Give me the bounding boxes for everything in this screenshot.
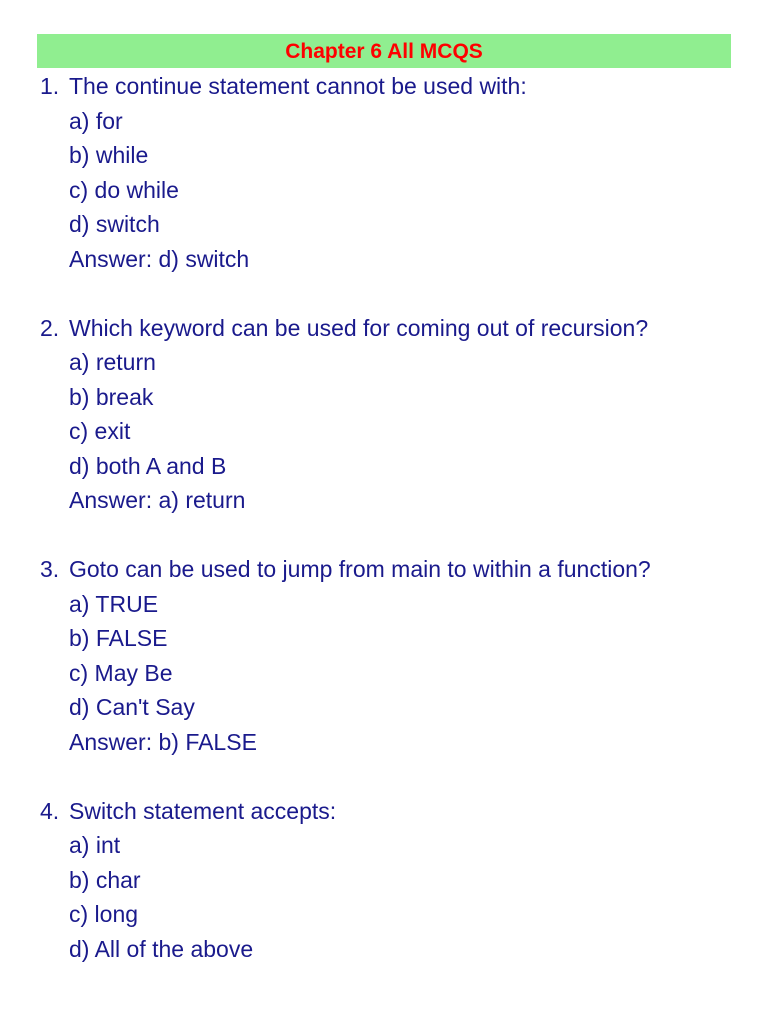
question-text — [40, 311, 760, 346]
option-b: b) char — [69, 866, 141, 893]
option-d: d) both A and B — [69, 452, 227, 479]
mcq-list — [40, 69, 760, 966]
question-number: 2. — [40, 314, 60, 341]
question-stem: Switch statement accepts: — [69, 797, 337, 824]
option-d: d) Can't Say — [69, 694, 195, 720]
answer-line: Answer: a) return — [69, 487, 246, 513]
option-d: d) All of the above — [69, 935, 254, 962]
option-a: a) return — [69, 349, 156, 375]
question-stem: The continue statement cannot be used with: — [69, 73, 527, 99]
option-c: c) do while — [69, 176, 179, 203]
question-number: 1. — [40, 73, 60, 99]
option-b: b) while — [69, 142, 149, 168]
question-number: 3. — [40, 556, 60, 582]
option-a: a) for — [69, 107, 123, 134]
question-3 — [40, 552, 760, 759]
option-a: a) int — [69, 832, 121, 858]
question-number: 4. — [40, 797, 60, 824]
question-2 — [40, 311, 760, 518]
option-a: a) TRUE — [69, 590, 159, 617]
option-c: c) long — [69, 901, 139, 927]
title-banner — [37, 34, 731, 68]
answer-line: Answer: b) FALSE — [69, 728, 257, 755]
question-text — [40, 69, 760, 104]
question-1 — [40, 69, 760, 276]
question-text — [40, 552, 760, 587]
page-title: Chapter 6 All MCQS — [285, 39, 483, 63]
question-stem: Goto can be used to jump from main to within a function? — [69, 556, 651, 582]
question-4 — [40, 794, 760, 967]
option-d: d) switch — [69, 211, 160, 237]
option-b: b) FALSE — [69, 625, 168, 651]
question-text — [40, 794, 760, 829]
option-b: b) break — [69, 383, 154, 410]
answer-line: Answer: d) switch — [69, 245, 250, 272]
option-c: c) May Be — [69, 659, 173, 686]
question-stem: Which keyword can be used for coming out of recursion? — [69, 314, 649, 341]
option-c: c) exit — [69, 418, 131, 444]
